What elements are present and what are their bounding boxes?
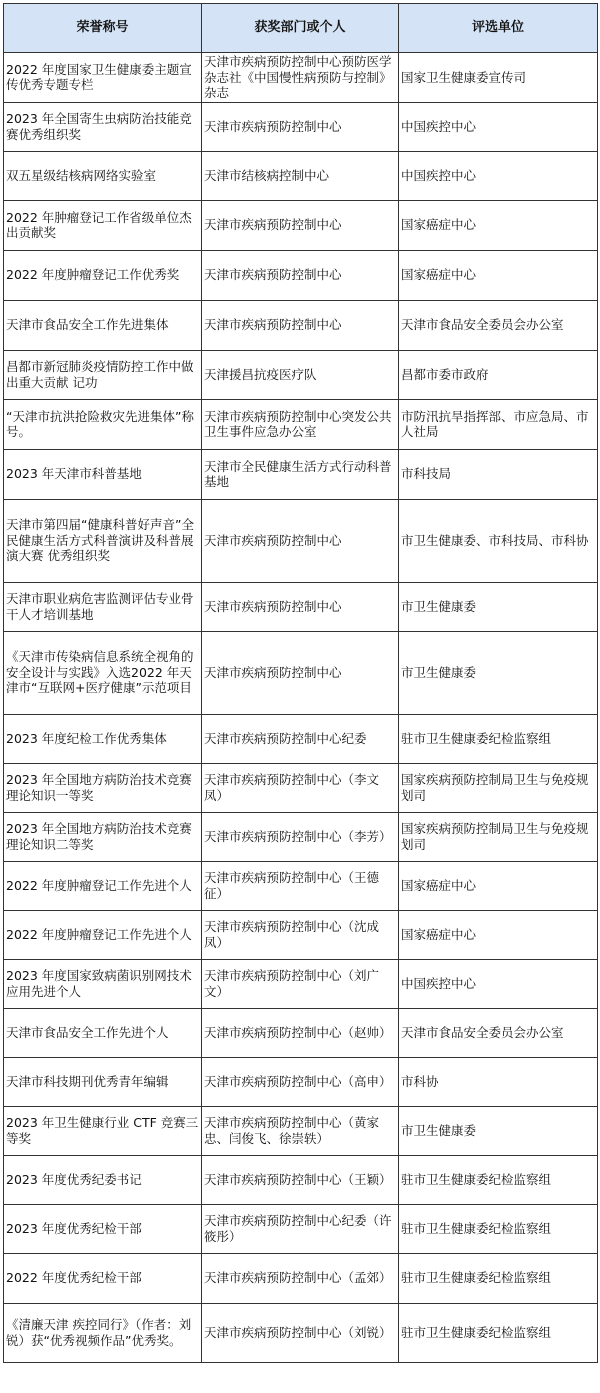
cell-winner: 天津市全民健康生活方式行动科普基地 <box>202 449 399 499</box>
cell-honor: 2023 年度纪检工作优秀集体 <box>4 714 202 763</box>
table-row <box>4 200 598 250</box>
cell-winner: 天津市疾病预防控制中心（李文凤） <box>202 763 399 812</box>
cell-org: 市卫生健康委 <box>399 582 598 631</box>
cell-org: 驻市卫生健康委纪检监察组 <box>399 1155 598 1204</box>
header-winner: 获奖部门或个人 <box>202 4 399 53</box>
table-row <box>4 102 598 151</box>
cell-org: 市卫生健康委、市科技局、市科协 <box>399 499 598 582</box>
table-row <box>4 1008 598 1057</box>
table-row <box>4 350 598 399</box>
cell-winner: 天津市疾病预防控制中心突发公共卫生事件应急办公室 <box>202 399 399 449</box>
cell-winner: 天津援昌抗疫医疗队 <box>202 350 399 399</box>
table-row <box>4 631 598 714</box>
table-row <box>4 53 598 103</box>
cell-org: 昌都市委市政府 <box>399 350 598 399</box>
cell-org: 国家癌症中心 <box>399 250 598 300</box>
table-row <box>4 582 598 631</box>
cell-honor: 2022 年肿瘤登记工作省级单位杰出贡献奖 <box>4 200 202 250</box>
cell-winner: 天津市疾病预防控制中心（黄家忠、闫俊飞、徐崇轶） <box>202 1106 399 1155</box>
cell-winner: 天津市疾病预防控制中心（沈成凤） <box>202 910 399 959</box>
cell-honor: 2023 年天津市科普基地 <box>4 449 202 499</box>
cell-org: 市科技局 <box>399 449 598 499</box>
cell-org: 中国疾控中心 <box>399 102 598 151</box>
cell-org: 中国疾控中心 <box>399 151 598 200</box>
cell-winner: 天津市疾病预防控制中心 <box>202 250 399 300</box>
table-row <box>4 449 598 499</box>
header-org: 评选单位 <box>399 4 598 53</box>
cell-org: 国家癌症中心 <box>399 200 598 250</box>
cell-winner: 天津市疾病预防控制中心（刘广文） <box>202 959 399 1008</box>
table-row <box>4 1057 598 1106</box>
cell-honor: 天津市第四届“健康科普好声音”全民健康生活方式科普演讲及科普展演大赛 优秀组织奖 <box>4 499 202 582</box>
cell-org: 国家疾病预防控制局卫生与免疫规划司 <box>399 763 598 812</box>
cell-org: 市科协 <box>399 1057 598 1106</box>
cell-winner: 天津市疾病预防控制中心 <box>202 300 399 350</box>
cell-org: 天津市食品安全委员会办公室 <box>399 300 598 350</box>
table-row <box>4 763 598 812</box>
cell-org: 国家卫生健康委宣传司 <box>399 53 598 103</box>
cell-honor: 2023 年全国地方病防治技术竞赛理论知识一等奖 <box>4 763 202 812</box>
cell-winner: 天津市疾病预防控制中心（李芳） <box>202 812 399 861</box>
table-row <box>4 1253 598 1303</box>
cell-winner: 天津市疾病预防控制中心（赵帅） <box>202 1008 399 1057</box>
table-row <box>4 399 598 449</box>
cell-winner: 天津市结核病控制中心 <box>202 151 399 200</box>
cell-winner: 天津市疾病预防控制中心（王颖） <box>202 1155 399 1204</box>
cell-org: 驻市卫生健康委纪检监察组 <box>399 1303 598 1362</box>
cell-winner: 天津市疾病预防控制中心纪委 <box>202 714 399 763</box>
cell-honor: 天津市职业病危害监测评估专业骨干人才培训基地 <box>4 582 202 631</box>
cell-honor: 2022 年度优秀纪检干部 <box>4 1253 202 1303</box>
cell-winner: 天津市疾病预防控制中心纪委（许筱彤） <box>202 1204 399 1253</box>
cell-honor: 《天津市传染病信息系统全视角的安全设计与实践》入选2022 年天津市“互联网+医疗健康”示范项目 <box>4 631 202 714</box>
table-row <box>4 959 598 1008</box>
cell-honor: “天津市抗洪抢险救灾先进集体”称号。 <box>4 399 202 449</box>
cell-winner: 天津市疾病预防控制中心（刘锐） <box>202 1303 399 1362</box>
table-row <box>4 250 598 300</box>
honors-table <box>3 3 598 1363</box>
table-header-row <box>4 4 598 53</box>
header-honor: 荣誉称号 <box>4 4 202 53</box>
cell-honor: 双五星级结核病网络实验室 <box>4 151 202 200</box>
cell-org: 国家癌症中心 <box>399 910 598 959</box>
table-row <box>4 1106 598 1155</box>
table-body <box>4 53 598 1363</box>
table-row <box>4 499 598 582</box>
table-row <box>4 151 598 200</box>
table-row <box>4 861 598 910</box>
cell-winner: 天津市疾病预防控制中心（高申） <box>202 1057 399 1106</box>
cell-org: 市卫生健康委 <box>399 1106 598 1155</box>
cell-org: 市卫生健康委 <box>399 631 598 714</box>
table-row <box>4 1204 598 1253</box>
cell-winner: 天津市疾病预防控制中心 <box>202 499 399 582</box>
cell-winner: 天津市疾病预防控制中心预防医学杂志社《中国慢性病预防与控制》杂志 <box>202 53 399 103</box>
cell-org: 驻市卫生健康委纪检监察组 <box>399 714 598 763</box>
cell-honor: 2022 年度肿瘤登记工作先进个人 <box>4 861 202 910</box>
cell-winner: 天津市疾病预防控制中心 <box>202 582 399 631</box>
cell-org: 市防汛抗旱指挥部、市应急局、市人社局 <box>399 399 598 449</box>
cell-winner: 天津市疾病预防控制中心（王德征） <box>202 861 399 910</box>
cell-org: 驻市卫生健康委纪检监察组 <box>399 1253 598 1303</box>
cell-org: 国家疾病预防控制局卫生与免疫规划司 <box>399 812 598 861</box>
cell-org: 中国疾控中心 <box>399 959 598 1008</box>
table-row <box>4 1155 598 1204</box>
cell-honor: 2023 年卫生健康行业 CTF 竞赛三等奖 <box>4 1106 202 1155</box>
cell-winner: 天津市疾病预防控制中心（孟郊） <box>202 1253 399 1303</box>
cell-org: 驻市卫生健康委纪检监察组 <box>399 1204 598 1253</box>
table-row <box>4 812 598 861</box>
cell-honor: 2023 年全国寄生虫病防治技能竞赛优秀组织奖 <box>4 102 202 151</box>
cell-honor: 天津市食品安全工作先进个人 <box>4 1008 202 1057</box>
cell-honor: 昌都市新冠肺炎疫情防控工作中做出重大贡献 记功 <box>4 350 202 399</box>
table-row <box>4 300 598 350</box>
cell-org: 天津市食品安全委员会办公室 <box>399 1008 598 1057</box>
cell-org: 国家癌症中心 <box>399 861 598 910</box>
cell-winner: 天津市疾病预防控制中心 <box>202 200 399 250</box>
cell-honor: 2022 年度国家卫生健康委主题宣传优秀专题专栏 <box>4 53 202 103</box>
cell-honor: 天津市食品安全工作先进集体 <box>4 300 202 350</box>
cell-honor: 天津市科技期刊优秀青年编辑 <box>4 1057 202 1106</box>
cell-honor: 2023 年度国家致病菌识别网技术应用先进个人 <box>4 959 202 1008</box>
table-row <box>4 910 598 959</box>
cell-honor: 2023 年全国地方病防治技术竞赛理论知识二等奖 <box>4 812 202 861</box>
cell-honor: 2022 年度肿瘤登记工作先进个人 <box>4 910 202 959</box>
cell-honor: 2023 年度优秀纪委书记 <box>4 1155 202 1204</box>
cell-honor: 2023 年度优秀纪检干部 <box>4 1204 202 1253</box>
table-row <box>4 714 598 763</box>
cell-winner: 天津市疾病预防控制中心 <box>202 631 399 714</box>
table-row <box>4 1303 598 1362</box>
cell-winner: 天津市疾病预防控制中心 <box>202 102 399 151</box>
cell-honor: 《清廉天津 疾控同行》（作者：刘锐）获“优秀视频作品”优秀奖。 <box>4 1303 202 1362</box>
cell-honor: 2022 年度肿瘤登记工作优秀奖 <box>4 250 202 300</box>
